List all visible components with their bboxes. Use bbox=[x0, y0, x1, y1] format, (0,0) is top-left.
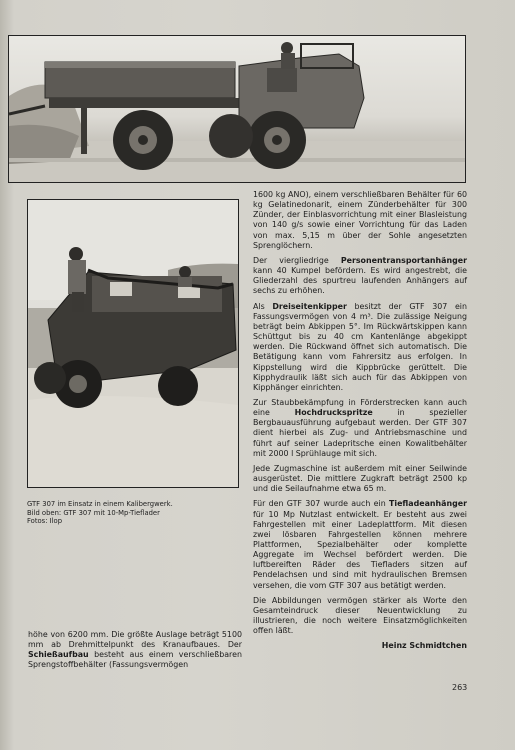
photo-truck-in-mine bbox=[27, 199, 239, 488]
paragraph-crane-blasting: höhe von 6200 mm. Die größte Auslage beträgt 5100 mm ab Drehmittelpunkt des Kranaufbaues. Der Schießaufbau besteht aus einem verschließbaren Sprengstoffbehälter (Fassungsvermögen bbox=[28, 630, 242, 670]
paragraph-personnel-trailer: Der viergliedrige Personentransportanhänger kann 40 Kumpel befördern. Es wird angestrebt, die Gliederzahl des spurtreu laufenden Anhängers auf sechs zu erhöhen. bbox=[253, 255, 467, 296]
page-number: 263 bbox=[452, 683, 468, 692]
caption-line-2: Bild oben: GTF 307 mit 10-Mp-Tieflader bbox=[27, 508, 160, 517]
photo-truck-with-trailer bbox=[8, 35, 466, 183]
photo-caption bbox=[27, 500, 242, 526]
keyword-personnel-trailer: Personentransportanhänger bbox=[340, 255, 467, 265]
paragraph-conclusion: Die Abbildungen vermögen stärker als Worte den Gesamteindruck dieser Neuentwicklung zu illustrieren, die noch weitere Einsatzmöglichkeiten offen läßt. bbox=[253, 595, 467, 636]
caption-line-3: Fotos: Ilop bbox=[27, 517, 63, 526]
keyword-sprayer: Hochdruckspritze bbox=[294, 408, 373, 418]
author-name: Heinz Schmidtchen bbox=[381, 641, 467, 651]
caption-line-1: GTF 307 im Einsatz in einem Kalibergwerk. bbox=[27, 500, 173, 508]
keyword-blasting-unit: Schießaufbau bbox=[28, 650, 89, 660]
keyword-low-loader: Tiefladeanhänger bbox=[388, 499, 467, 509]
paragraph-sprayer: Zur Staubbekämpfung in Förderstrecken kann auch eine Hochdruckspritze in spezieller Bergbauausführung aufgebaut werden. Der GTF 307 dient hierbei als Zug- und Antriebsmaschine und führt auf seiner Ladepritsche einen Kowalitbehälter mit 2000 l Sprühlauge mit sich. bbox=[253, 397, 467, 458]
article-left-column bbox=[28, 630, 242, 676]
paragraph-winch: Jede Zugmaschine ist außerdem mit einer Seilwinde ausgerüstet. Die mittlere Zugkraft beträgt 2500 kp und die Seilaufnahme etwa 65 m. bbox=[253, 463, 467, 494]
keyword-tipper: Dreiseitenkipper bbox=[272, 301, 347, 311]
paragraph-explosive-container: 1600 kg ANO), einem verschließbaren Behälter für 60 kg Gelatinedonarit, einem Zünderbehälter für 300 Zünder, der Einblasvorrichtung mit einer Blasleistung von 140 g/s sowie einer Vorrichtung für das Laden von max. 5,15 m über der Sohle angesetzten Sprenglöchern. bbox=[253, 190, 467, 250]
paragraph-low-loader: Für den GTF 307 wurde auch ein Tiefladeanhänger für 10 Mp Nutzlast entwickelt. Er besteht aus zwei Fahrgestellen mit einer Ladeplattform. Mit diesen zwei lösbaren Fahrgestellen können mehrere Plattformen, Spezialbehälter oder komplette Aggregate im Wechsel befördert werden. Die luftbereiften Räder des Tiefladers sitzen auf Pendelachsen und sind mit hydraulischen Bremsen versehen, die vom GTF 307 aus betätigt werden. bbox=[253, 499, 467, 590]
paragraph-tipper: Als Dreiseitenkipper besitzt der GTF 307 ein Fassungsvermögen von 4 m³. Die zulässige Neigung beträgt beim Abkippen 5°. Im Rückwärtskippen kann Schüttgut bis zu 40 cm Kantenlänge abgekippt werden. Die Rückwand öffnet sich automatisch. Die Betätigung kann vom Fahrersitz aus erfolgen. In Kippstellung wird die Kippbrücke gerüttelt. Die Kipphydraulik läßt sich auch für das Abkippen von Kipphänger einrichten. bbox=[253, 301, 467, 392]
article-right-column bbox=[253, 190, 467, 652]
